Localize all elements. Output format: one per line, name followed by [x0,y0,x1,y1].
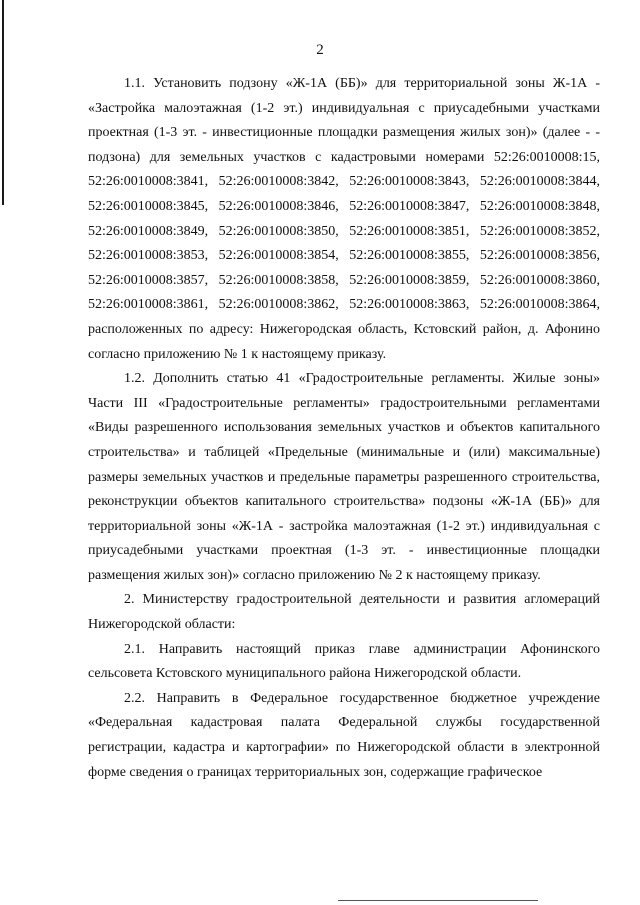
document-body [88,72,600,785]
paragraph-1-2: 1.2. Дополнить статью 41 «Градостроительные регламенты. Жилые зоны» Части III «Градостроительные регламенты» градостроительными регламентами «Виды разрешенного использования земельных участков и объектов капитального строительства» и таблицей «Предельные (минимальные и (или) максимальные) размеры земельных участков и предельные параметры разрешенного строительства, реконструкции объектов капитального строительства» подзоны «Ж-1А (ББ)» для территориальной зоны «Ж-1А - застройка малоэтажная (1-2 эт.) индивидуальная с приусадебными участками проектная (1-3 эт. - инвестиционные площадки размещения жилых зон)» согласно приложению № 2 к настоящему приказу. [88,371,600,583]
paragraph-2-2: 2.2. Направить в Федеральное государственное бюджетное учреждение «Федеральная кадастровая палата Федеральной службы государственной регистрации, кадастра и картографии» по Нижегородской области в электронной форме сведения о границах территориальных зон, содержащие графическое [88,690,600,780]
paragraph-2: 2. Министерству градостроительной деятельности и развития агломераций Нижегородской области: [88,592,600,633]
footer-rule [338,900,538,901]
page-edge-line [2,0,4,205]
page-number: 2 [316,42,324,58]
paragraph-1-1: 1.1. Установить подзону «Ж-1А (ББ)» для территориальной зоны Ж-1А - «Застройка малоэтажная (1-2 эт.) индивидуальная с приусадебными участками проектная (1-3 эт. - инвестиционные площадки размещения жилых зон)» (далее - - подзона) для земельных участков с кадастровыми номерами 52:26:0010008:15, 52:26:0010008:3841, 52:26:0010008:3842, 52:26:0010008:3843, 52:26:0010008:3844, 52:26:0010008:3845, 52:26:0010008:3846, 52:26:0010008:3847, 52:26:0010008:3848, 52:26:0010008:3849, 52:26:0010008:3850, 52:26:0010008:3851, 52:26:0010008:3852, 52:26:0010008:3853, 52:26:0010008:3854, 52:26:0010008:3855, 52:26:0010008:3856, 52:26:0010008:3857, 52:26:0010008:3858, 52:26:0010008:3859, 52:26:0010008:3860, 52:26:0010008:3861, 52:26:0010008:3862, 52:26:0010008:3863, 52:26:0010008:3864, расположенных по адресу: Нижегородская область, Кстовский район, д. Афонино согласно приложению № 1 к настоящему приказу. [88,76,600,362]
paragraph-2-1: 2.1. Направить настоящий приказ главе администрации Афонинского сельсовета Кстовского муниципального района Нижегородской области. [88,641,600,682]
